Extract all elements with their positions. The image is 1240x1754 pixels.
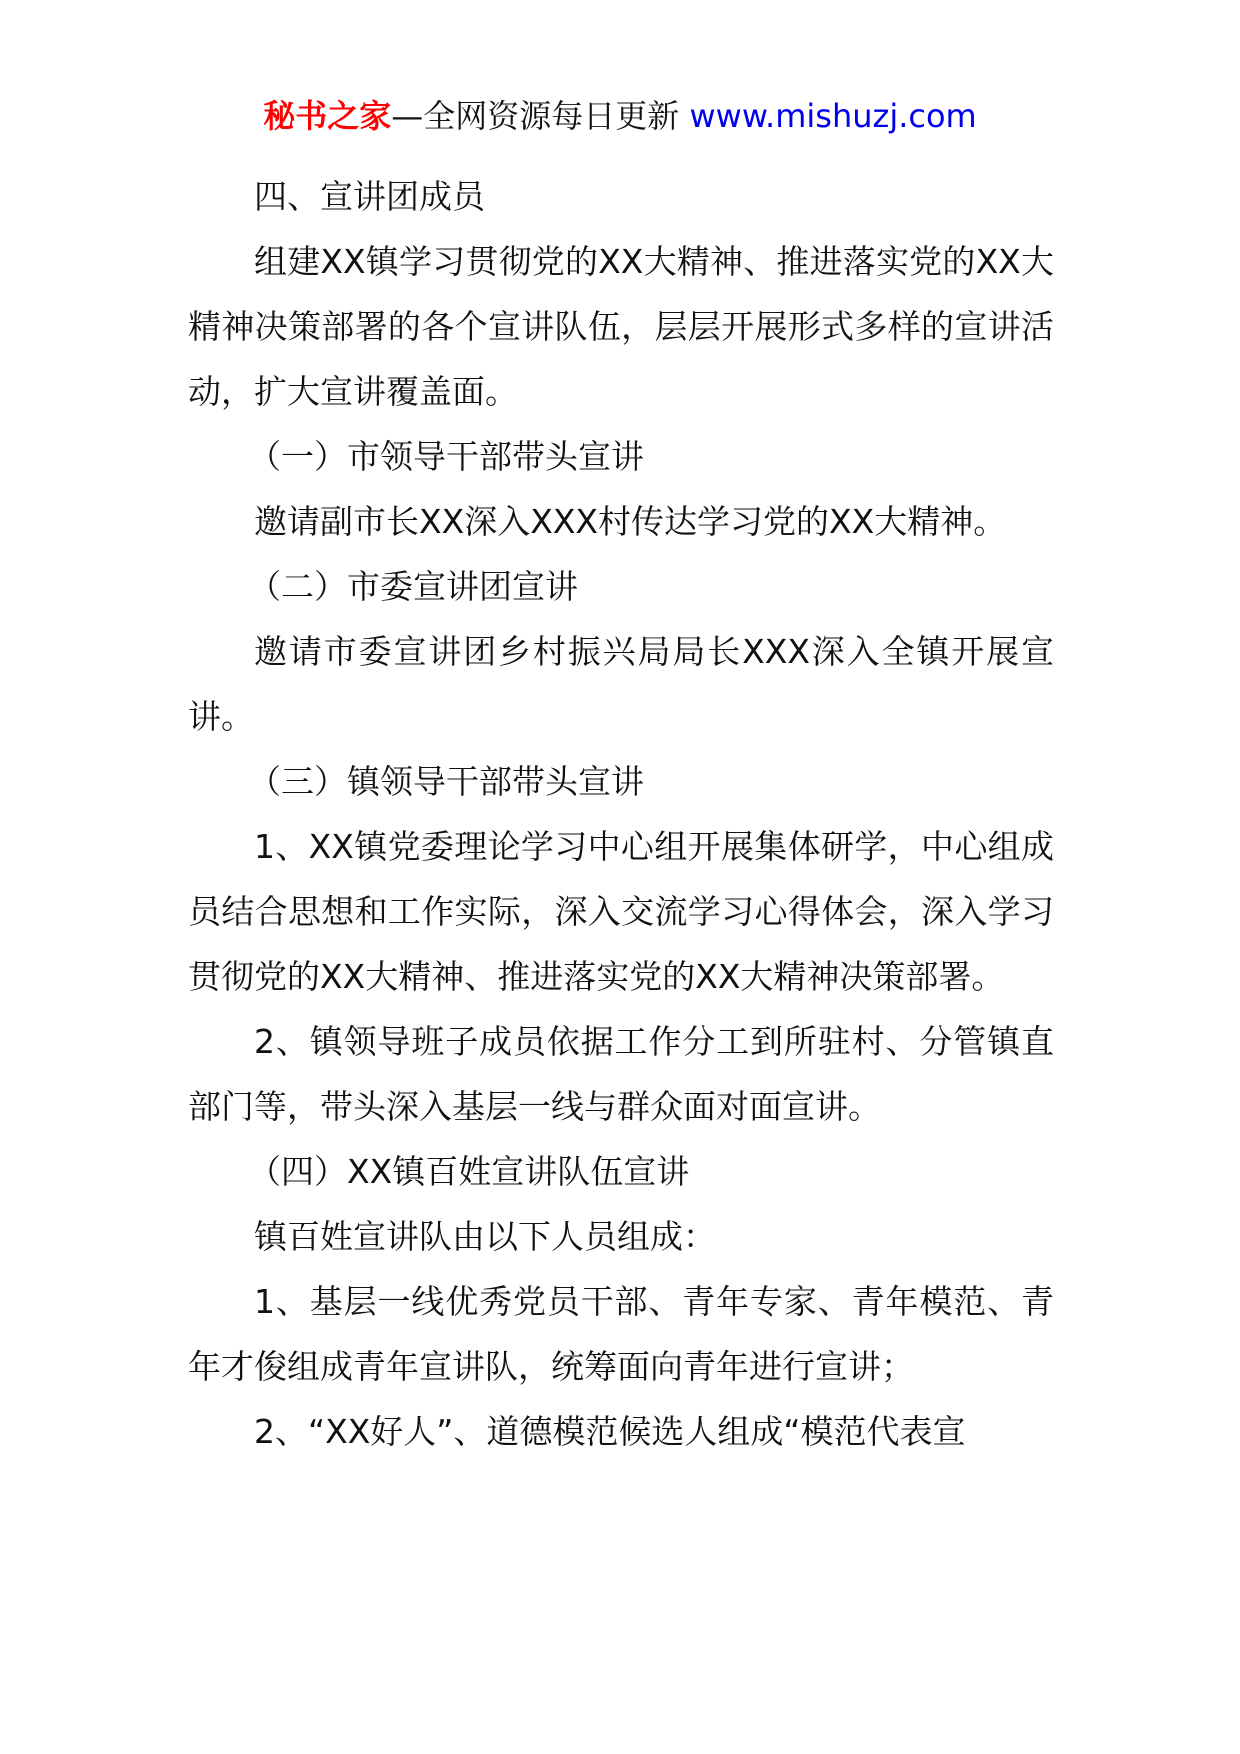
body-paragraph: 邀请市委宣讲团乡村振兴局局长XXX深入全镇开展宣讲。	[188, 632, 1054, 736]
subsection-heading: （三）镇领导干部带头宣讲	[248, 762, 644, 801]
body-paragraph: 2、“XX好人”、道德模范候选人组成“模范代表宣	[254, 1412, 966, 1451]
subsection-heading: （四）XX镇百姓宣讲队伍宣讲	[248, 1152, 690, 1191]
body-paragraph: 1、基层一线优秀党员干部、青年专家、青年模范、青年才俊组成青年宣讲队，统筹面向青年进行宣讲；	[188, 1282, 1054, 1386]
site-url-link[interactable]: www.mishuzj.com	[689, 97, 977, 135]
section-heading: 四、宣讲团成员	[254, 177, 485, 216]
subsection-heading: （二）市委宣讲团宣讲	[248, 567, 578, 606]
site-header	[0, 96, 1240, 136]
subsection-heading: （一）市领导干部带头宣讲	[248, 437, 644, 476]
body-paragraph: 邀请副市长XX深入XXX村传达学习党的XX大精神。	[254, 502, 1007, 541]
brand-name: 秘书之家	[263, 97, 392, 135]
site-slogan: —全网资源每日更新	[391, 97, 690, 135]
body-paragraph: 组建XX镇学习贯彻党的XX大精神、推进落实党的XX大精神决策部署的各个宣讲队伍，层层开展形式多样的宣讲活动，扩大宣讲覆盖面。	[188, 242, 1054, 411]
body-paragraph: 2、镇领导班子成员依据工作分工到所驻村、分管镇直部门等，带头深入基层一线与群众面对面宣讲。	[188, 1022, 1054, 1126]
body-paragraph: 镇百姓宣讲队由以下人员组成：	[254, 1217, 716, 1256]
document-body	[188, 164, 1054, 1464]
body-paragraph: 1、XX镇党委理论学习中心组开展集体研学，中心组成员结合思想和工作实际，深入交流学习心得体会，深入学习贯彻党的XX大精神、推进落实党的XX大精神决策部署。	[188, 827, 1054, 996]
